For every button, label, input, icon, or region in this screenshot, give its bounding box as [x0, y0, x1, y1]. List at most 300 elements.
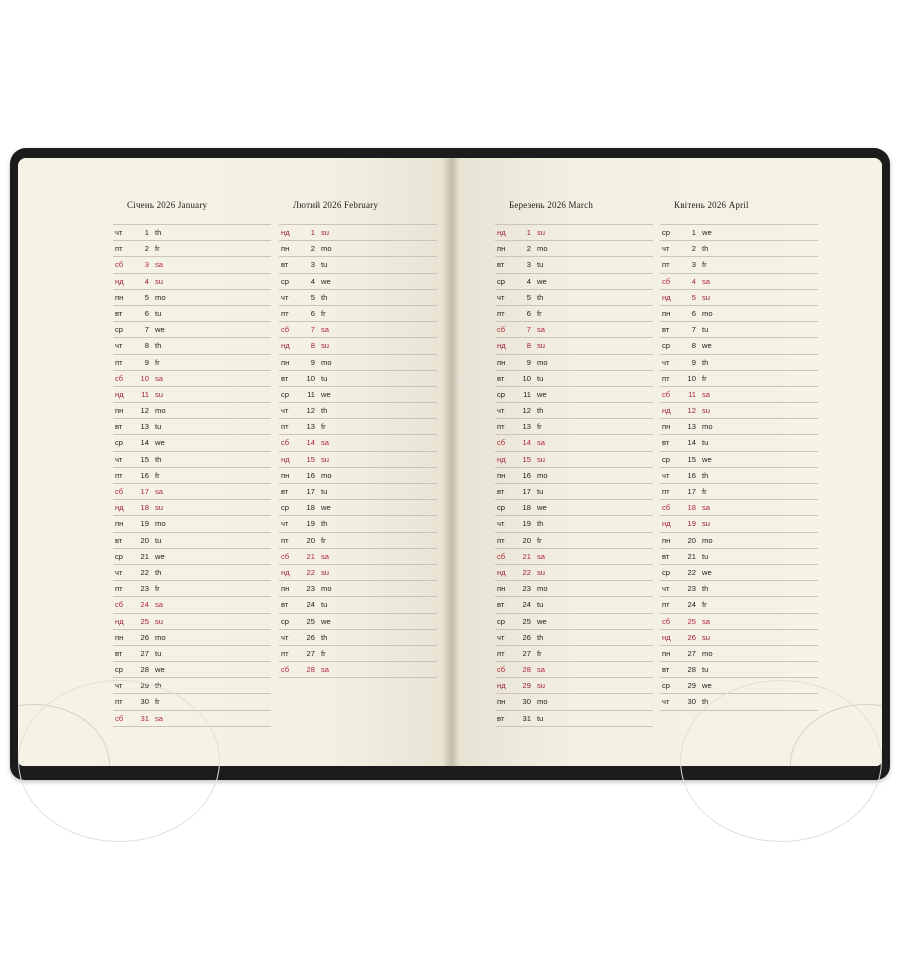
day-of-week-uk: пт — [497, 422, 505, 432]
day-of-week-en: mo — [537, 584, 548, 594]
day-number: 28 — [687, 665, 696, 675]
day-of-week-uk: вт — [497, 487, 505, 496]
day-row — [279, 646, 437, 662]
day-of-week-en: th — [702, 357, 709, 367]
day-of-week-en: mo — [321, 244, 332, 254]
day-of-week-uk: пн — [662, 648, 671, 658]
day-row — [660, 371, 818, 387]
day-of-week-uk: чт — [281, 292, 289, 302]
day-number: 25 — [522, 616, 531, 626]
day-number: 5 — [691, 292, 696, 302]
day-number: 18 — [140, 503, 149, 513]
day-of-week-en: fr — [537, 648, 542, 658]
day-number: 16 — [522, 470, 531, 480]
day-row — [660, 614, 818, 630]
day-of-week-en: th — [321, 519, 328, 529]
day-number: 18 — [687, 503, 696, 513]
day-of-week-uk: сб — [497, 325, 506, 335]
day-of-week-uk: нд — [497, 228, 506, 237]
day-of-week-uk: вт — [281, 373, 289, 383]
day-of-week-uk: пт — [115, 697, 123, 707]
day-of-week-uk: вт — [662, 438, 670, 448]
day-number: 3 — [526, 260, 531, 270]
day-number: 17 — [306, 487, 315, 496]
day-of-week-en: tu — [702, 551, 709, 561]
day-row — [279, 614, 437, 630]
page-shadow-arc-left — [18, 680, 220, 842]
day-of-week-uk: нд — [662, 632, 671, 642]
day-number: 19 — [522, 519, 531, 529]
day-number: 28 — [522, 665, 531, 675]
day-of-week-uk: ср — [281, 503, 290, 513]
day-number: 8 — [691, 341, 696, 351]
day-of-week-en: su — [321, 228, 330, 237]
day-of-week-en: we — [537, 503, 547, 513]
day-number: 12 — [522, 406, 531, 416]
day-number: 17 — [522, 487, 531, 496]
day-row — [660, 419, 818, 435]
day-number: 30 — [140, 697, 149, 707]
day-number: 14 — [687, 438, 696, 448]
day-of-week-en: su — [321, 341, 330, 351]
day-number: 21 — [687, 551, 696, 561]
month-title: Квітень 2026 April — [674, 200, 749, 210]
day-of-week-uk: нд — [281, 341, 290, 351]
day-of-week-en: we — [155, 325, 165, 335]
day-row — [660, 290, 818, 306]
day-of-week-en: tu — [155, 535, 162, 545]
day-list-april — [660, 224, 818, 711]
day-of-week-uk: ср — [497, 389, 506, 399]
day-number: 7 — [691, 325, 696, 335]
day-of-week-uk: вт — [662, 325, 670, 335]
day-of-week-uk: вт — [497, 373, 505, 383]
day-number: 18 — [306, 503, 315, 513]
day-of-week-uk: пн — [662, 308, 671, 318]
month-title: Березень 2026 March — [509, 200, 594, 210]
day-of-week-en: su — [537, 341, 546, 351]
day-of-week-en: sa — [321, 325, 330, 335]
day-number: 20 — [306, 535, 315, 545]
day-of-week-en: su — [155, 616, 164, 626]
day-number: 24 — [306, 600, 315, 610]
day-row — [279, 387, 437, 403]
day-of-week-en: tu — [537, 487, 544, 496]
day-number: 11 — [688, 389, 696, 399]
day-of-week-uk: пт — [281, 308, 289, 318]
day-of-week-uk: вт — [281, 600, 289, 610]
day-of-week-en: tu — [321, 260, 328, 270]
day-row — [279, 484, 437, 500]
day-number: 21 — [522, 551, 531, 561]
day-number: 26 — [687, 632, 696, 642]
day-of-week-uk: пт — [662, 487, 670, 496]
day-number: 10 — [306, 373, 315, 383]
day-of-week-uk: пн — [115, 519, 124, 529]
day-of-week-uk: ср — [662, 228, 671, 237]
day-number: 14 — [522, 438, 531, 448]
day-number: 8 — [144, 341, 149, 351]
day-row — [279, 452, 437, 468]
day-of-week-en: th — [537, 292, 544, 302]
day-of-week-uk: ср — [662, 454, 671, 464]
day-of-week-en: su — [321, 454, 330, 464]
day-number: 22 — [522, 567, 531, 577]
day-number: 25 — [140, 616, 149, 626]
day-number: 23 — [687, 584, 696, 594]
day-of-week-en: we — [702, 567, 712, 577]
day-number: 14 — [140, 438, 149, 448]
day-number: 12 — [306, 406, 315, 416]
day-of-week-uk: пн — [497, 357, 506, 367]
day-of-week-uk: вт — [662, 665, 670, 675]
day-number: 7 — [526, 325, 531, 335]
day-of-week-en: we — [155, 438, 165, 448]
day-of-week-uk: пн — [497, 697, 506, 707]
day-of-week-en: mo — [321, 470, 332, 480]
day-of-week-uk: сб — [662, 616, 671, 626]
day-of-week-en: su — [155, 389, 164, 399]
day-of-week-en: th — [155, 681, 162, 691]
day-of-week-en: su — [537, 567, 546, 577]
day-row — [660, 322, 818, 338]
month-column-april — [626, 200, 798, 711]
day-of-week-uk: пт — [662, 260, 670, 270]
day-of-week-uk: чт — [662, 357, 670, 367]
day-of-week-uk: сб — [281, 665, 290, 675]
day-of-week-uk: вт — [497, 600, 505, 610]
day-of-week-en: su — [321, 567, 330, 577]
day-of-week-uk: чт — [497, 406, 505, 416]
day-of-week-en: we — [702, 454, 712, 464]
day-row — [660, 646, 818, 662]
day-of-week-en: we — [321, 276, 331, 286]
day-of-week-en: we — [702, 341, 712, 351]
day-of-week-en: we — [702, 681, 712, 691]
day-of-week-en: th — [702, 697, 709, 707]
day-number: 30 — [687, 697, 696, 707]
day-of-week-uk: нд — [662, 519, 671, 529]
day-row — [279, 306, 437, 322]
day-row — [660, 549, 818, 565]
day-number: 23 — [306, 584, 315, 594]
day-of-week-uk: пн — [115, 406, 124, 416]
day-number: 23 — [140, 584, 149, 594]
day-of-week-en: mo — [702, 535, 713, 545]
day-of-week-uk: чт — [662, 584, 670, 594]
day-of-week-uk: сб — [662, 276, 671, 286]
day-number: 18 — [522, 503, 531, 513]
day-number: 9 — [526, 357, 531, 367]
day-of-week-uk: пт — [281, 535, 289, 545]
day-row — [279, 419, 437, 435]
day-number: 28 — [140, 665, 149, 675]
day-of-week-en: su — [537, 454, 546, 464]
day-of-week-en: fr — [702, 487, 707, 496]
day-number: 11 — [141, 389, 149, 399]
day-of-week-en: mo — [537, 697, 548, 707]
day-of-week-uk: нд — [281, 228, 290, 237]
day-number: 27 — [522, 648, 531, 658]
day-of-week-en: sa — [155, 713, 164, 723]
day-of-week-en: fr — [155, 470, 160, 480]
day-number: 31 — [140, 713, 149, 723]
day-of-week-uk: ср — [115, 438, 124, 448]
day-number: 12 — [687, 406, 696, 416]
day-row — [279, 403, 437, 419]
day-number: 4 — [310, 276, 315, 286]
day-of-week-uk: ср — [281, 389, 290, 399]
day-number: 27 — [687, 648, 696, 658]
day-of-week-en: th — [702, 244, 709, 254]
day-number: 25 — [306, 616, 315, 626]
day-number: 15 — [687, 454, 696, 464]
day-of-week-en: th — [155, 228, 162, 237]
day-of-week-uk: пн — [115, 632, 124, 642]
day-number: 9 — [144, 357, 149, 367]
day-row — [660, 581, 818, 597]
day-of-week-uk: пн — [281, 584, 290, 594]
day-number: 23 — [522, 584, 531, 594]
day-row — [279, 597, 437, 613]
day-of-week-en: tu — [155, 648, 162, 658]
day-row — [279, 630, 437, 646]
day-row — [279, 581, 437, 597]
day-of-week-uk: нд — [662, 406, 671, 416]
day-number: 26 — [306, 632, 315, 642]
day-number: 19 — [306, 519, 315, 529]
day-of-week-uk: чт — [662, 470, 670, 480]
day-of-week-en: th — [537, 519, 544, 529]
month-column-february — [245, 200, 417, 678]
day-number: 2 — [526, 244, 531, 254]
day-of-week-en: sa — [702, 389, 711, 399]
day-number: 26 — [140, 632, 149, 642]
day-of-week-uk: вт — [497, 260, 505, 270]
day-of-week-uk: вт — [115, 308, 123, 318]
day-number: 6 — [144, 308, 149, 318]
day-of-week-en: su — [702, 292, 711, 302]
day-number: 1 — [144, 228, 149, 237]
day-row — [660, 484, 818, 500]
day-of-week-uk: пн — [115, 292, 124, 302]
day-of-week-en: we — [155, 551, 165, 561]
day-of-week-uk: нд — [115, 389, 124, 399]
day-of-week-en: tu — [321, 487, 328, 496]
day-of-week-uk: пн — [662, 535, 671, 545]
day-of-week-uk: чт — [115, 681, 123, 691]
day-number: 4 — [691, 276, 696, 286]
day-of-week-uk: чт — [497, 632, 505, 642]
day-of-week-uk: ср — [662, 567, 671, 577]
day-of-week-uk: нд — [115, 616, 124, 626]
day-of-week-uk: пн — [497, 244, 506, 254]
day-of-week-uk: сб — [281, 325, 290, 335]
day-of-week-uk: сб — [497, 551, 506, 561]
day-of-week-uk: нд — [115, 503, 124, 513]
day-number: 30 — [522, 697, 531, 707]
day-of-week-uk: сб — [497, 665, 506, 675]
day-of-week-en: fr — [155, 697, 160, 707]
day-of-week-uk: сб — [115, 600, 124, 610]
day-row — [660, 274, 818, 290]
day-of-week-en: fr — [321, 535, 326, 545]
day-number: 10 — [687, 373, 696, 383]
day-number: 31 — [522, 713, 531, 723]
day-of-week-uk: ср — [281, 616, 290, 626]
day-of-week-uk: сб — [281, 438, 290, 448]
day-number: 1 — [691, 228, 696, 237]
day-row — [279, 516, 437, 532]
day-row — [279, 371, 437, 387]
day-of-week-uk: пн — [281, 470, 290, 480]
day-number: 9 — [691, 357, 696, 367]
day-of-week-uk: ср — [497, 616, 506, 626]
day-number: 25 — [687, 616, 696, 626]
day-number: 19 — [140, 519, 149, 529]
day-number: 19 — [687, 519, 696, 529]
day-of-week-uk: пн — [497, 470, 506, 480]
day-row — [660, 257, 818, 273]
day-row — [279, 533, 437, 549]
day-of-week-en: mo — [702, 422, 713, 432]
day-number: 24 — [687, 600, 696, 610]
day-of-week-uk: вт — [115, 535, 123, 545]
day-of-week-uk: чт — [281, 406, 289, 416]
day-of-week-en: sa — [321, 438, 330, 448]
day-of-week-en: fr — [155, 584, 160, 594]
day-number: 8 — [310, 341, 315, 351]
day-row — [660, 516, 818, 532]
day-of-week-uk: сб — [115, 260, 124, 270]
day-of-week-en: sa — [155, 260, 164, 270]
day-number: 14 — [306, 438, 315, 448]
day-of-week-en: we — [537, 276, 547, 286]
day-of-week-en: tu — [537, 600, 544, 610]
day-number: 22 — [306, 567, 315, 577]
day-number: 6 — [691, 308, 696, 318]
day-row — [660, 435, 818, 451]
day-of-week-en: we — [537, 616, 547, 626]
day-of-week-en: fr — [321, 422, 326, 432]
day-row — [279, 290, 437, 306]
day-row — [279, 500, 437, 516]
day-of-week-uk: чт — [662, 697, 670, 707]
day-of-week-uk: вт — [662, 551, 670, 561]
day-number: 17 — [687, 487, 696, 496]
day-of-week-uk: сб — [497, 438, 506, 448]
day-row — [660, 403, 818, 419]
day-number: 27 — [140, 648, 149, 658]
day-of-week-uk: чт — [115, 567, 123, 577]
day-number: 17 — [140, 487, 149, 496]
day-of-week-uk: пт — [115, 584, 123, 594]
day-row — [660, 468, 818, 484]
day-row — [279, 435, 437, 451]
day-of-week-uk: сб — [115, 713, 124, 723]
day-of-week-en: tu — [537, 713, 544, 723]
day-of-week-en: we — [321, 503, 331, 513]
day-of-week-uk: пт — [497, 308, 505, 318]
day-of-week-uk: сб — [662, 389, 671, 399]
day-number: 6 — [310, 308, 315, 318]
day-of-week-uk: вт — [115, 422, 123, 432]
day-of-week-en: mo — [321, 357, 332, 367]
day-number: 20 — [522, 535, 531, 545]
day-row — [279, 322, 437, 338]
day-of-week-uk: нд — [281, 567, 290, 577]
day-of-week-uk: вт — [281, 487, 289, 496]
day-of-week-uk: пт — [281, 422, 289, 432]
day-row — [279, 549, 437, 565]
day-of-week-en: mo — [702, 648, 713, 658]
day-number: 4 — [144, 276, 149, 286]
day-number: 7 — [144, 325, 149, 335]
day-number: 5 — [526, 292, 531, 302]
day-row — [660, 662, 818, 678]
day-of-week-uk: чт — [662, 244, 670, 254]
day-number: 8 — [526, 341, 531, 351]
day-of-week-en: th — [702, 584, 709, 594]
day-row — [660, 387, 818, 403]
day-of-week-en: fr — [537, 535, 542, 545]
day-of-week-uk: нд — [662, 292, 671, 302]
day-of-week-uk: ср — [662, 341, 671, 351]
day-of-week-en: th — [702, 470, 709, 480]
day-number: 13 — [687, 422, 696, 432]
day-of-week-en: sa — [155, 487, 164, 496]
day-of-week-en: tu — [702, 325, 709, 335]
day-of-week-en: su — [702, 632, 711, 642]
day-of-week-en: fr — [537, 308, 542, 318]
day-number: 4 — [526, 276, 531, 286]
day-of-week-en: sa — [702, 276, 711, 286]
day-number: 27 — [306, 648, 315, 658]
day-number: 10 — [522, 373, 531, 383]
day-number: 21 — [306, 551, 315, 561]
day-row — [660, 338, 818, 354]
day-of-week-uk: пн — [662, 422, 671, 432]
day-of-week-en: fr — [155, 244, 160, 254]
day-number: 16 — [306, 470, 315, 480]
day-of-week-uk: сб — [281, 551, 290, 561]
day-number: 3 — [310, 260, 315, 270]
day-of-week-en: sa — [702, 503, 711, 513]
day-of-week-en: tu — [702, 438, 709, 448]
day-of-week-uk: сб — [115, 487, 124, 496]
day-of-week-en: th — [155, 341, 162, 351]
day-number: 5 — [144, 292, 149, 302]
day-number: 15 — [306, 454, 315, 464]
day-of-week-uk: чт — [497, 519, 505, 529]
day-row — [279, 565, 437, 581]
day-of-week-en: mo — [537, 357, 548, 367]
day-number: 1 — [310, 228, 315, 237]
day-of-week-en: tu — [537, 373, 544, 383]
day-row — [660, 565, 818, 581]
day-of-week-en: we — [702, 228, 712, 237]
day-number: 24 — [140, 600, 149, 610]
day-of-week-uk: ср — [497, 503, 506, 513]
day-of-week-en: mo — [155, 519, 166, 529]
month-columns — [18, 158, 882, 766]
day-of-week-en: mo — [702, 308, 713, 318]
day-of-week-uk: чт — [281, 632, 289, 642]
day-of-week-en: su — [155, 276, 164, 286]
day-of-week-en: mo — [537, 470, 548, 480]
day-of-week-en: th — [321, 632, 328, 642]
day-of-week-en: su — [537, 681, 546, 691]
